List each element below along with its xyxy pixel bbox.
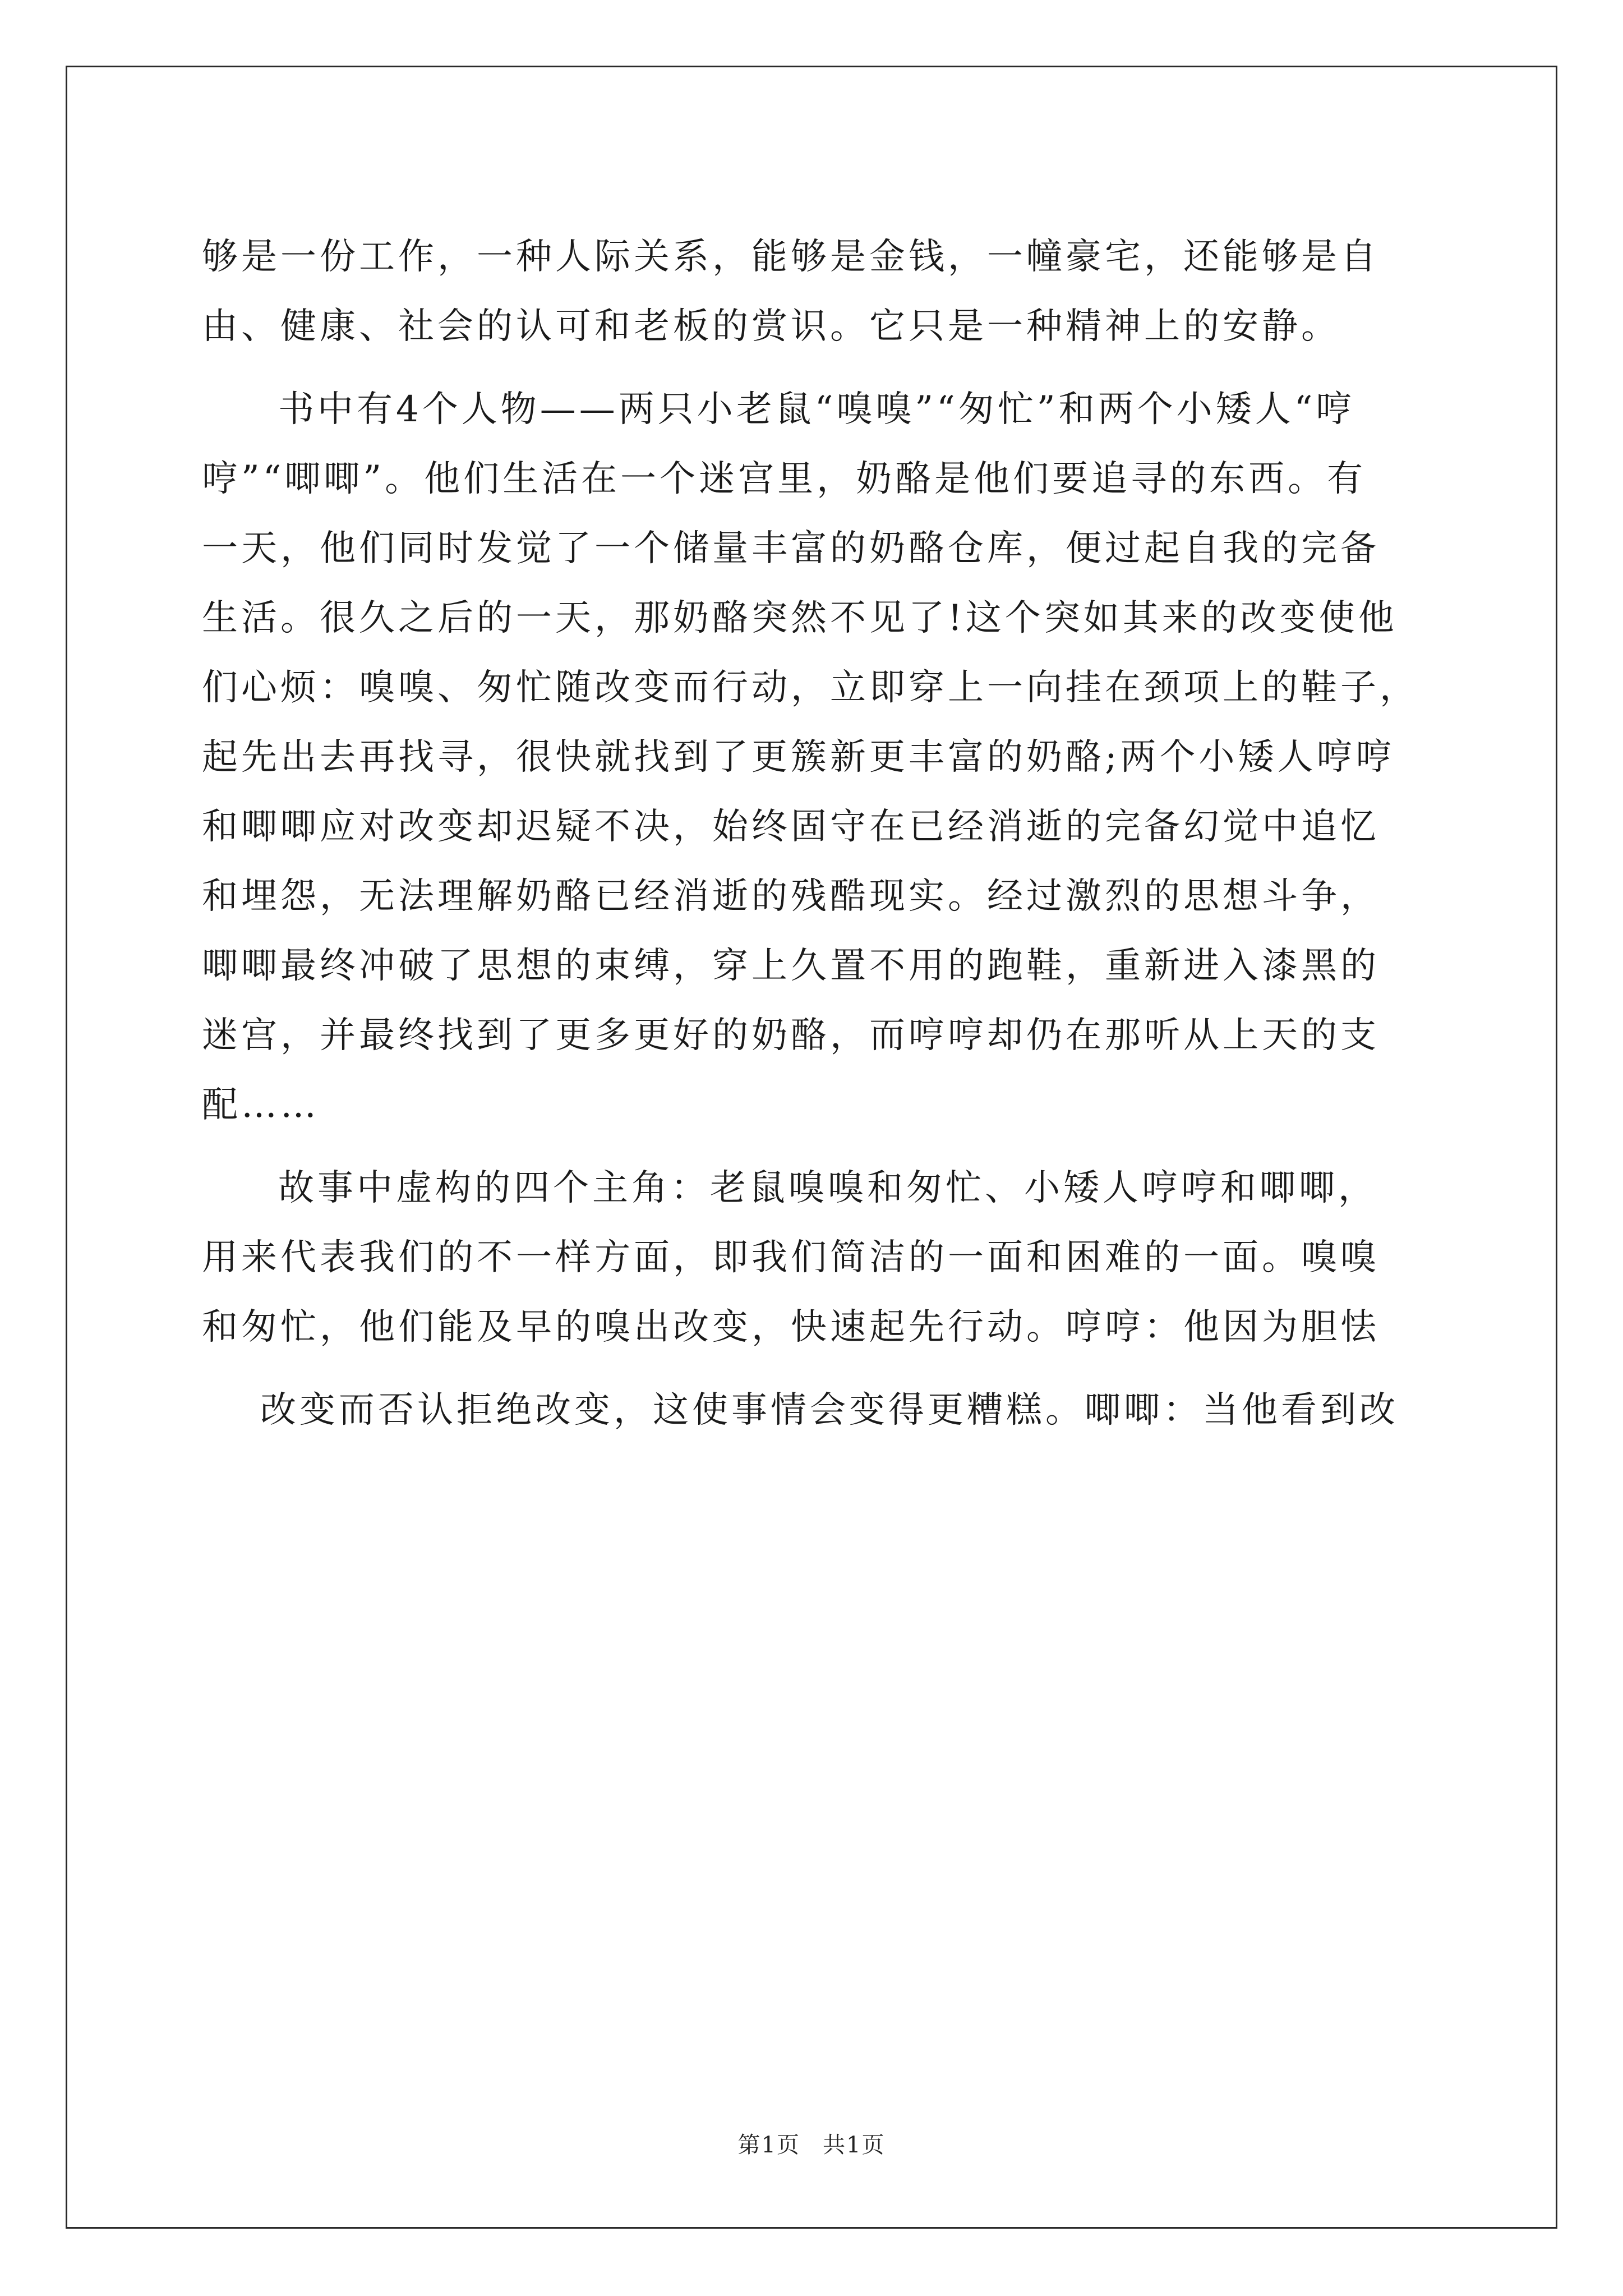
text-line: 和埋怨，无法理解奶酪已经消逝的残酷现实。经过激烈的思想斗争， [202,876,1380,917]
page-footer [0,2127,1623,2159]
text-line: 起先出去再找寻，很快就找到了更簇新更丰富的奶酪;两个小矮人哼哼 [202,737,1395,778]
text-line: 配…… [202,1084,320,1126]
document-body [202,222,1464,1445]
text-line: 和匆忙，他们能及早的嗅出改变，快速起先行动。哼哼：他因为胆怯 [202,1306,1380,1348]
text-line: 够是一份工作，一种人际关系，能够是金钱，一幢豪宅，还能够是自 [202,236,1380,278]
text-line: 哼”“唧唧”。他们生活在一个迷宫里，奶酪是他们要追寻的东西。有 [202,458,1367,500]
text-line: 们心烦：嗅嗅、匆忙随改变而行动，立即穿上一向挂在颈项上的鞋子， [202,667,1419,708]
text-line: 由、健康、社会的认可和老板的赏识。它只是一种精神上的安静。 [202,306,1340,347]
text-line: 唧唧最终冲破了思想的束缚，穿上久置不用的跑鞋，重新进入漆黑的 [202,945,1380,987]
page-total: 共1页 [823,2132,886,2158]
text-line: 用来代表我们的不一样方面，即我们简洁的一面和困难的一面。嗅嗅 [202,1237,1380,1278]
text-line: 一天，他们同时发觉了一个储量丰富的奶酪仓库，便过起自我的完备 [202,528,1380,569]
page-number: 第1页 [737,2132,800,2158]
text-line: 和唧唧应对改变却迟疑不决，始终固守在已经消逝的完备幻觉中追忆 [202,806,1380,848]
text-line: 迷宫，并最终找到了更多更好的奶酪，而哼哼却仍在那听从上天的支 [202,1015,1380,1056]
paragraph-start-line: 书中有4个人物——两只小老鼠“嗅嗅”“匆忙”和两个小矮人“哼 [278,389,1355,430]
text-line: 生活。很久之后的一天，那奶酪突然不见了!这个突如其来的改变使他 [202,597,1398,639]
paragraph-start-line: 故事中虚构的四个主角：老鼠嗅嗅和匆忙、小矮人哼哼和唧唧， [278,1167,1377,1209]
text-line: 改变而否认拒绝改变，这使事情会变得更糟糕。唧唧：当他看到改 [260,1389,1399,1431]
